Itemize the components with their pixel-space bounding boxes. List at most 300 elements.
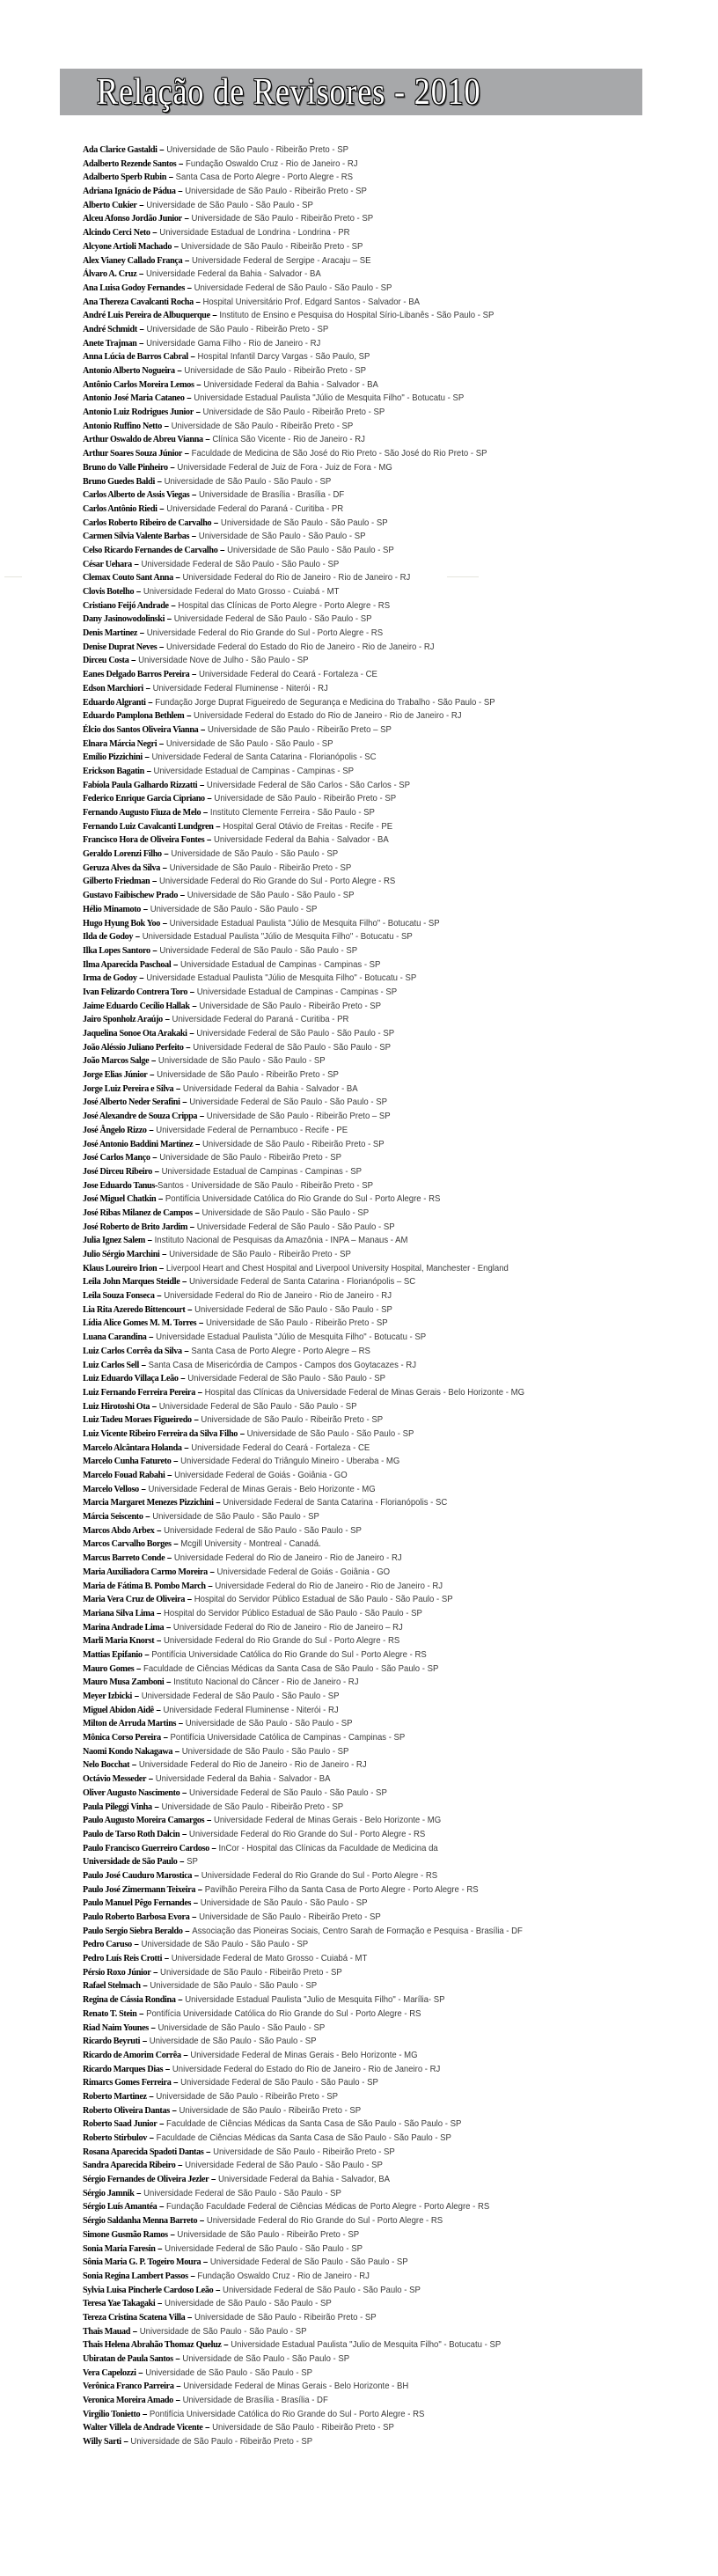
reviewer-affiliation: Universidade Federal de Juiz de Fora - Juiz de Fora - MG [177,462,392,473]
name-separator: – [180,1277,190,1288]
reviewer-entry [83,2022,649,2036]
reviewer-name: Jorge Elias Júnior [83,1069,148,1081]
reviewer-entry [83,668,649,682]
reviewer-affiliation: Universidade de Brasília - Brasília - DF [198,490,345,501]
reviewer-entry [83,709,649,723]
reviewer-entry [83,958,649,972]
reviewer-entry [83,1676,649,1690]
reviewer-entry [83,1138,649,1152]
name-separator: – [204,794,215,804]
reviewer-entry [83,2284,649,2298]
reviewer-affiliation: Universidade de São Paulo - Ribeirão Preto – SP [208,724,392,735]
reviewer-entry [83,1207,649,1221]
reviewer-entry [83,2132,649,2146]
reviewer-entry [83,1593,649,1607]
reviewer-affiliation: Universidade de São Paulo - Ribeirão Preto - SP [185,187,367,197]
reviewer-entry [83,1413,649,1427]
reviewer-affiliation: Universidade Federal do Rio Grande do Sul - Porto Alegre - RS [163,1636,400,1647]
reviewer-affiliation: Universidade Federal de Santa Catarina - Florianópolis – SC [189,1277,416,1288]
reviewer-name: Fernando Luiz Cavalcanti Lundgren [83,820,214,832]
name-separator: – [162,1954,172,1964]
name-separator: – [162,1015,172,1025]
reviewer-entry [83,2270,649,2284]
reviewer-name: Luiz Fernando Ferreira Pereira [83,1386,195,1398]
name-separator: – [172,241,181,252]
reviewer-entry [83,972,649,986]
name-separator: – [180,1787,190,1798]
reviewer-affiliation: Universidade Federal do Rio de Janeiro - Rio de Janeiro - RJ [164,1291,392,1302]
name-separator: – [143,1512,153,1523]
reviewer-name: Antonio José Maria Cataneo [83,393,185,404]
reviewer-affiliation: Universidade Federal do Ceará - Fortaleza - CE [198,670,377,680]
name-separator: – [148,2022,158,2033]
name-separator: – [205,1581,216,1591]
reviewer-name: Denis Martinez [83,627,138,639]
reviewer-entry [83,2035,649,2049]
reviewer-entry [83,2367,649,2381]
reviewer-entry [83,1303,649,1317]
reviewer-name: Mauro Musa Zamboni [83,1677,165,1688]
reviewer-entry [83,1193,649,1207]
reviewer-affiliation: Universidade Federal de São Paulo - São Paulo - SP [209,2257,408,2268]
reviewer-name: Adriana Ignácio de Pádua [83,186,176,197]
reviewer-name: Antonio Luiz Rodrigues Junior [83,407,194,418]
reviewer-entry [83,903,649,917]
reviewer-entry [83,1000,649,1014]
reviewer-name: Irma de Godoy [83,972,137,984]
reviewer-name: Naomi Kondo Nakagawa [83,1745,173,1757]
name-separator: – [164,1622,173,1633]
name-separator: – [157,738,166,749]
reviewer-entry [83,254,649,268]
name-separator: – [131,1940,142,1950]
reviewer-name: Antonio Alberto Nogueira [83,365,175,376]
reviewer-entry [83,1372,649,1386]
reviewer-entry [83,751,649,765]
reviewer-entry [83,1814,649,1828]
name-separator: – [157,2202,167,2213]
name-separator: – [198,724,209,735]
reviewer-name: Luiz Hirotoshi Ota [83,1400,150,1412]
name-separator: – [160,918,170,928]
reviewer-name: Mariana Silva Lima [83,1607,155,1618]
reviewer-name: Paulo Manuel Pêgo Fernandes [83,1897,192,1909]
reviewer-name: João Aléssio Juliano Perfeito [83,1041,184,1053]
name-separator: – [146,1774,156,1785]
reviewer-entry [83,1690,649,1704]
reviewer-affiliation: Santos - Universidade de São Paulo - Ribeirão Preto - SP [158,1180,373,1191]
reviewer-affiliation: Universidade Federal de São Paulo - São Paulo - SP [159,945,358,956]
reviewer-affiliation: Universidade Federal de Goiás - Goiânia - GO [216,1567,391,1577]
reviewer-affiliation: Universidade Estadual Paulista "Julio de Mesquita Filho" - Marília- SP [185,1995,445,2006]
reviewer-entry [83,2104,649,2118]
name-separator: – [187,352,198,363]
reviewer-entry [83,2338,649,2352]
name-separator: – [151,1802,162,1812]
reviewer-affiliation: Universidade Federal do Estado do Rio de Janeiro - Rio de Janeiro - RJ [194,711,462,722]
reviewer-name: Gustavo Faibischew Prado [83,890,179,901]
reviewer-affiliation: Universidade Federal da Bahia - Salvador - BA [155,1774,331,1785]
reviewer-affiliation: Universidade de São Paulo - Ribeirão Preto - SP [213,2147,395,2157]
reviewer-entry [83,1745,649,1759]
reviewer-name: Lídia Alice Gomes M. M. Torres [83,1317,197,1329]
name-separator: – [185,2312,194,2323]
reviewer-affiliation: Universidade Federal do Rio de Janeiro - Rio de Janeiro – RJ [172,1622,403,1633]
reviewer-name: Marcus Barreto Conde [83,1552,165,1564]
reviewer-affiliation: Liverpool Heart and Chest Hospital and Liverpool University Hospital, Manchester - England [165,1263,509,1273]
reviewer-name: Marcelo Fouad Rabahi [83,1470,165,1480]
reviewer-affiliation: Universidade Federal de São Paulo - São Paulo - SP [173,614,372,625]
reviewer-entry [83,1331,649,1345]
name-separator: – [189,532,199,542]
reviewer-name: José Miguel Chatkin [83,1193,157,1205]
name-separator: – [143,683,153,694]
reviewer-entry [83,392,649,406]
reviewer-name: Roberto Stirbulov [83,2132,147,2143]
reviewer-name: Antônio Carlos Moreira Lemos [83,378,194,390]
reviewer-name: Julio Sérgio Marchini [83,1249,160,1259]
reviewer-affiliation: Universidade de São Paulo - Ribeirão Preto - SP [157,1070,339,1081]
reviewer-entry [83,2297,649,2311]
reviewer-name: Paulo Augusto Moreira Camargos [83,1815,205,1826]
name-separator: – [136,338,147,349]
reviewer-entry [83,1054,649,1068]
name-separator: – [155,2243,165,2254]
reviewer-affiliation: Universidade Federal do Ceará - Fortaleza - CE [191,1442,370,1453]
reviewer-entry [83,158,649,172]
reviewer-affiliation: Universidade Federal de São Paulo - São Paulo - SP [196,1222,395,1232]
reviewer-entry [83,323,649,337]
reviewer-affiliation: Fundação Oswaldo Cruz - Rio de Janeiro - RJ [197,2271,370,2281]
reviewer-entry [83,696,649,710]
name-separator: – [181,1346,192,1356]
reviewer-name: Carlos Alberto de Assis Viegas [83,489,190,501]
reviewer-affiliation: Universidade de São Paulo - São Paulo - SP [152,1512,319,1523]
reviewer-name: Anna Lúcia de Barros Cabral [83,351,188,363]
reviewer-name: Denise Duprat Neves [83,641,158,652]
reviewer-name: Mauro Gomes [83,1662,135,1674]
name-separator: – [203,2147,214,2157]
reviewer-entry [83,848,649,862]
reviewer-affiliation: Universidade Federal do Paraná - Curitiba - PR [166,503,344,514]
reviewer-entry [83,723,649,738]
reviewer-affiliation: Universidade Federal do Rio Grande do Sul - Porto Alegre - RS [188,1829,426,1839]
name-separator: – [180,2050,191,2060]
reviewer-name: José Roberto de Brito Jardim [83,1221,188,1232]
reviewer-entry [83,930,649,944]
reviewer-name: Sérgio Jamnik [83,2187,135,2198]
reviewer-affiliation: Universidade Federal do Rio de Janeiro - Rio de Janeiro - RJ [138,1760,367,1771]
name-separator: – [201,2257,210,2268]
reviewer-name: Anete Trajman [83,337,137,349]
name-separator: – [165,1553,174,1564]
name-separator: – [154,1525,165,1536]
reviewer-affiliation: Universidade de São Paulo - Ribeirão Preto - SP [201,1139,385,1149]
name-separator: – [213,821,223,832]
reviewer-entry [83,1248,649,1262]
reviewer-name: Ivan Felizardo Contrera Toro [83,986,188,997]
reviewer-name: José Alberto Neder Serafini [83,1097,180,1108]
reviewer-affiliation: Universidade Federal de São Paulo - São Paulo - SP [143,2188,341,2198]
reviewer-affiliation: Universidade Federal do Estado do Rio de Janeiro - Rio de Janeiro - RJ [172,2064,441,2074]
reviewer-entry [83,2435,649,2449]
reviewer-name: Sonia Maria Faresin [83,2242,156,2254]
reviewer-affiliation: Universidade de São Paulo - Ribeirão Preto - SP [205,1318,388,1329]
name-separator: – [178,1374,188,1384]
reviewer-entry [83,1510,649,1524]
reviewer-name: Márcia Seiscento [83,1511,143,1523]
reviewer-name: Marcos Abdo Arbex [83,1524,155,1536]
name-separator: – [164,1677,174,1688]
reviewer-name: Simone Gusmão Ramos [83,2228,168,2240]
name-separator: – [194,379,204,390]
name-separator: – [121,2437,131,2448]
reviewer-name: Vera Capelozzi [83,2367,136,2378]
reviewer-affiliation: Universidade de São Paulo - Ribeirão Preto - SP [171,421,354,431]
name-separator: – [161,421,172,431]
reviewer-affiliation: Universidade de São Paulo - Ribeirão Preto - SP [180,241,363,252]
reviewer-name: Sérgio Luís Amantéa [83,2201,158,2213]
reviewer-affiliation: Universidade Estadual Paulista "Júlio de Mesquita Filho" - Botucatu - SP [146,973,417,984]
reviewer-entry [83,2187,649,2201]
reviewer-name: Virgílio Tonietto [83,2408,141,2419]
name-separator: – [157,2119,167,2130]
reviewer-affiliation: Universidade Federal de Goiás - Goiânia - GO [174,1471,348,1480]
name-separator: – [142,1649,152,1660]
reviewer-affiliation: Universidade Federal do Paraná - Curitiba - PR [172,1015,349,1025]
reviewer-affiliation: Universidade Federal de São Paulo - São Paulo - SP [194,283,392,293]
reviewer-affiliation: Faculdade de Ciências Médicas da Santa Casa de São Paulo - São Paulo - SP [166,2119,462,2130]
reviewer-affiliation: Universidade Federal de São Paulo - São Paulo - SP [189,1787,387,1798]
reviewer-name: Alex Vianey Callado França [83,254,183,266]
reviewer-affiliation: Universidade Estadual Paulista "Júlio de Mesquita Filho" - Botucatu - SP [142,932,413,943]
name-separator: – [146,1125,157,1135]
reviewer-entry [83,917,649,931]
reviewer-entry [83,779,649,793]
reviewer-entry [83,1289,649,1303]
reviewer-entry [83,2090,649,2104]
name-separator: – [182,449,192,459]
reviewer-name: Jaime Eduardo Cecílio Hallak [83,1000,190,1011]
reviewer-affiliation: Fundação Jorge Duprat Figueiredo de Segurança e Medicina do Trabalho - São Paulo - SP [155,697,495,708]
name-separator: – [180,1097,190,1108]
reviewer-entry [83,530,649,544]
reviewer-affiliation: Pontifícia Universidade Católica do Rio Grande do Sul - Porto Alegre - RS [151,1649,427,1660]
reviewer-name: Hélio Minamoto [83,903,142,914]
name-separator: – [213,2285,223,2295]
reviewer-affiliation: Instituto Nacional de Pesquisas da Amazônia - INPA – Manaus - AM [154,1236,408,1246]
reviewer-entry [83,1842,649,1856]
reviewer-entry [83,1952,649,1966]
name-separator: – [187,2271,198,2281]
reviewer-affiliation: Universidade Federal Fluminense - Niterói - RJ [163,1705,339,1715]
reviewer-affiliation: Universidade Federal da Bahia - Salvador, BA [217,2175,390,2185]
reviewer-name: Marina Andrade Lima [83,1621,165,1633]
reviewer-name: Bruno do Valle Pinheiro [83,461,168,473]
reviewer-name: Mônica Corso Pereira [83,1732,161,1743]
reviewer-affiliation: Universidade Federal de Minas Gerais - Belo Horizonte - MG [148,1484,376,1494]
name-separator: – [128,656,139,666]
reviewer-affiliation: Universidade de São Paulo - Ribeirão Preto - SP [177,2229,360,2240]
name-separator: – [147,1070,158,1081]
reviewer-name: Ilda de Godoy [83,931,134,943]
reviewer-entry [83,2408,649,2422]
reviewer-name: Sérgio Saldanha Menna Barreto [83,2215,198,2227]
reviewer-name: Eduardo Algranti [83,696,146,708]
reviewer-affiliation: Universidade de São Paulo - Ribeirão Preto - SP [202,407,385,418]
reviewer-entry [83,1704,649,1718]
name-separator: – [182,1926,193,1936]
name-separator: – [209,2175,218,2185]
page-title: Relação de Revisores - 2010 [97,72,481,113]
reviewer-affiliation: Universidade Estadual de Campinas - Campinas - SP [180,959,381,970]
reviewer-name: Ricardo de Amorim Corrêa [83,2049,181,2060]
reviewer-entry [83,986,649,1000]
reviewer-name: Adalberto Rezende Santos [83,158,177,169]
reviewer-entry [83,1317,649,1331]
reviewer-affiliation: Universidade Federal de São Paulo - São Paulo - SP [158,1401,357,1412]
reviewer-entry [83,2200,649,2214]
reviewer-affiliation: Universidade de São Paulo - São Paulo - SP [198,532,366,542]
reviewer-affiliation: Universidade Federal de São Paulo - São Paulo - SP [187,1374,386,1384]
reviewer-affiliation: Universidade de São Paulo - Ribeirão Preto - SP [201,1415,384,1426]
reviewer-entry [83,2146,649,2160]
name-separator: – [191,1898,201,1909]
reviewer-entry [83,1607,649,1621]
name-separator: – [192,1870,201,1881]
reviewer-affiliation: Universidade Federal Fluminense - Niterói - RJ [152,683,328,694]
name-separator: – [184,711,194,722]
reviewer-affiliation: Universidade Federal de Sergipe - Aracaju – SE [191,255,371,266]
name-separator: – [184,393,194,404]
reviewer-affiliation: Universidade de São Paulo - Ribeirão Preto - SP [199,1001,382,1011]
reviewer-name: César Uehara [83,558,132,569]
name-separator: – [187,1222,197,1232]
reviewer-entry [83,2256,649,2270]
reviewer-name: Rimarcs Gomes Ferreira [83,2077,172,2088]
reviewer-name: Sylvia Luisa Pincherle Cardoso Leão [83,2284,214,2295]
reviewer-entry [83,1566,649,1580]
reviewer-name: Jaquelina Sonoe Ota Arakaki [83,1028,187,1038]
reviewer-affiliation: Universidade de São Paulo - São Paulo - SP [201,1207,370,1218]
reviewer-entry [83,433,649,447]
reviewer-entry [83,1538,649,1552]
reviewer-affiliation: Universidade de São Paulo - São Paulo - SP [181,1746,349,1757]
reviewer-entry [83,1179,649,1193]
name-separator: – [157,1263,166,1273]
name-separator: – [154,476,165,487]
reviewer-name: Cristiano Feijó Andrade [83,599,169,611]
name-separator: – [150,945,160,956]
reviewer-name: Antonio Ruffino Netto [83,420,162,431]
reviewer-name: Maria Auxiliadora Carmo Moreira [83,1566,208,1577]
reviewer-entry [83,862,649,876]
reviewer-affiliation: Universidade Federal de Pernambuco - Recife - PE [156,1125,348,1135]
reviewer-affiliation: Universidade de São Paulo - Ribeirão Preto - SP [166,145,348,155]
reviewer-name: José Dirceu Ribeiro [83,1165,152,1177]
reviewer-name: Maria de Fátima B. Pombo March [83,1580,206,1591]
reviewer-affiliation: Universidade Estadual Paulista "Júlio de Mesquita Filho" - Botucatu - SP [169,918,440,928]
reviewer-name: Klaus Loureiro Irion [83,1262,158,1273]
reviewer-entry [83,364,649,378]
reviewer-affiliation: Universidade de São Paulo - Ribeirão Preto - SP [169,862,352,873]
reviewer-affiliation: Mcgill University - Montreal - Canadá. [180,1539,321,1550]
reviewer-name: Fernando Augusto Fiuza de Melo [83,807,201,818]
name-separator: – [174,366,185,376]
reviewer-name: Oliver Augusto Nascimento [83,1787,180,1798]
name-separator: – [217,545,228,555]
name-separator: – [183,1042,194,1053]
reviewer-entry [83,1386,649,1400]
reviewer-name: Ana Luisa Godoy Fernandes [83,282,185,293]
reviewer-entry [83,2228,649,2242]
reviewer-name: André Schmidt [83,323,137,334]
reviewer-entry [83,1883,649,1897]
reviewer-name: Eanes Delgado Barros Pereira [83,669,190,680]
reviewer-affiliation: Universidade Federal de São Carlos - São Carlos - SP [206,780,411,790]
reviewer-entry [83,296,649,310]
reviewer-affiliation: Universidade Estadual Paulista "Julio de Mesquita Filho" - Botucatu - SP [231,2340,502,2351]
reviewer-entry [83,447,649,461]
reviewer-name: Roberto Saad Junior [83,2118,158,2130]
name-separator: – [130,2326,140,2337]
name-separator: – [197,780,207,790]
reviewer-affiliation: Universidade de São Paulo - São Paulo - SP [146,200,313,210]
reviewer-entry [83,1345,649,1359]
reviewer-affiliation: Universidade Gama Filho - Rio de Janeiro - RJ [146,338,321,349]
reviewer-affiliation: SP [187,1857,198,1868]
name-separator: – [151,1166,162,1177]
reviewer-affiliation: Hospital do Servidor Público Estadual de São Paulo - São Paulo - SP [164,1608,422,1618]
reviewer-entry [83,641,649,655]
reviewer-entry [83,2049,649,2063]
reviewer-entry [83,1758,649,1772]
reviewer-name: Ricardo Beyruti [83,2036,141,2047]
reviewer-affiliation: Instituto Nacional do Câncer - Rio de Janeiro - RJ [173,1677,359,1688]
reviewer-name: Arthur Oswaldo de Abreu Vianna [83,434,203,445]
reviewer-name: Nelo Bocchat [83,1759,130,1771]
reviewer-name: Paulo Sergio Siebra Beraldo [83,1925,183,1936]
reviewer-name: Sérgio Fernandes de Oliveira Jezler [83,2174,209,2185]
name-separator: – [137,628,147,639]
reviewer-entry [83,738,649,752]
reviewer-affiliation: Universidade Federal de São Paulo - São Paulo - SP [141,1692,340,1701]
name-separator: – [136,200,147,210]
name-separator: – [136,973,147,984]
name-separator: – [165,614,174,625]
name-separator: – [134,1663,144,1674]
name-separator: – [204,835,214,846]
reviewer-entry [83,517,649,531]
reviewer-name: Luana Carandina [83,1332,147,1343]
name-separator: – [154,1636,164,1647]
reviewer-affiliation: Universidade de São Paulo - São Paulo - SP [246,1428,414,1439]
crop-mark-left [4,576,22,577]
reviewer-affiliation: Clínica São Vicente - Rio de Janeiro - RJ [212,435,365,445]
reviewer-name: José Alexandre de Souza Crippa [83,1111,198,1122]
reviewer-name: Marcelo Cunha Fatureto [83,1456,172,1467]
reviewer-name: Ilma Aparecida Paschoal [83,958,172,970]
reviewer-affiliation: Pontifícia Universidade Católica do Rio Grande do Sul - Porto Alegre - RS [149,2409,425,2419]
reviewer-affiliation: Universidade Federal da Bahia - Salvador - BA [203,379,378,390]
reviewer-name: Pedro Caruso [83,1939,132,1950]
name-separator: – [133,932,143,943]
reviewer-entry [83,185,649,199]
name-separator: – [195,1884,205,1895]
reviewer-entry [83,2394,649,2408]
reviewer-entry [83,2311,649,2325]
reviewer-name: Élcio dos Santos Oliveira Vianna [83,723,199,735]
